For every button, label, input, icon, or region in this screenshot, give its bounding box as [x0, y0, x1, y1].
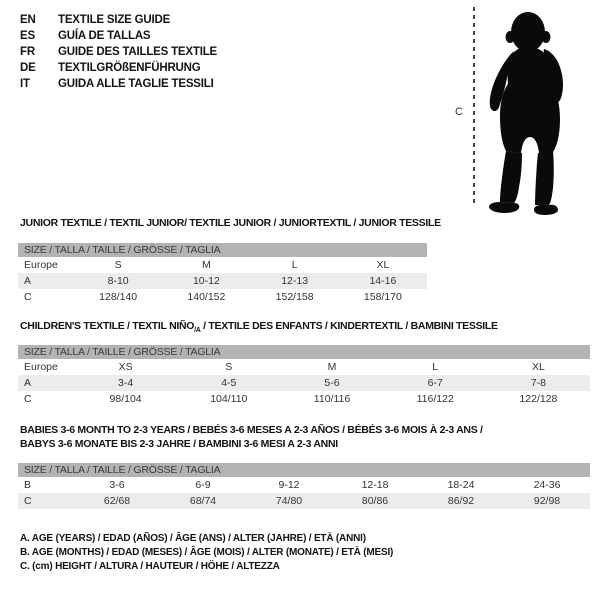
value-cell: 12-18	[361, 479, 389, 491]
row-label: Europe	[24, 259, 58, 271]
babies-title-line-1: BABIES 3-6 MONTH TO 2-3 YEARS / BEBÉS 3-6 MESES A 2-3 AÑOS / BÉBÉS 3-6 MOIS À 2-3 ANS /	[20, 424, 483, 436]
value-cell: 92/98	[533, 495, 561, 507]
table-row-age-months	[18, 477, 590, 493]
value-cell: 116/122	[416, 393, 454, 405]
value-cell: 98/104	[109, 393, 142, 405]
row-label: Europe	[24, 361, 58, 373]
children-size-table	[18, 345, 590, 407]
height-measure-dashed-line	[473, 7, 475, 207]
size-cell: L	[432, 361, 439, 373]
value-cell: 140/152	[187, 291, 226, 303]
table-row-europe	[18, 359, 590, 375]
baby-height-figure	[450, 0, 600, 220]
value-cell: 80/86	[361, 495, 389, 507]
children-size-header-bar: SIZE / TALLA / TAILLE / GRÖSSE / TAGLIA	[18, 345, 590, 359]
language-title: GUÍA DE TALLAS	[58, 30, 151, 42]
babies-size-header-bar: SIZE / TALLA / TAILLE / GRÖSSE / TAGLIA	[18, 463, 590, 477]
language-row-de	[20, 60, 217, 76]
size-cell: L	[291, 259, 298, 271]
row-label: B	[24, 479, 32, 491]
row-label: A	[24, 377, 32, 389]
value-cell: 110/116	[313, 393, 351, 405]
row-label: A	[24, 275, 32, 287]
row-label: C	[24, 495, 32, 507]
size-cell: M	[202, 259, 211, 271]
language-code: ES	[20, 30, 35, 42]
language-title: TEXTILGRÖßENFÜHRUNG	[58, 62, 201, 74]
language-title: GUIDA ALLE TAGLIE TESSILI	[58, 78, 214, 90]
table-row-height	[18, 391, 590, 407]
babies-size-table	[18, 463, 590, 509]
language-row-fr	[20, 44, 217, 60]
babies-title-line-2: BABYS 3-6 MONATE BIS 2-3 JAHRE / BAMBINI 3-6 MESI A 2-3 ANNI	[20, 438, 338, 450]
size-cell: S	[114, 259, 122, 271]
value-cell: 5-6	[324, 377, 340, 389]
table-row-europe	[18, 257, 427, 273]
measurement-legend	[20, 533, 393, 575]
value-cell: 158/170	[363, 291, 402, 303]
size-cell: M	[327, 361, 337, 373]
value-cell: 68/74	[189, 495, 217, 507]
value-cell: 8-10	[107, 275, 129, 287]
value-cell: 104/110	[210, 393, 248, 405]
language-code: EN	[20, 14, 36, 26]
table-row-height	[18, 289, 427, 305]
value-cell: 9-12	[278, 479, 300, 491]
baby-silhouette-icon	[480, 5, 580, 217]
size-cell: S	[225, 361, 233, 373]
language-row-it	[20, 76, 217, 92]
value-cell: 7-8	[530, 377, 546, 389]
legend-line-c: C. (cm) HEIGHT / ALTURA / HAUTEUR / HÖHE / ALTEZZA	[20, 561, 280, 572]
language-title: TEXTILE SIZE GUIDE	[58, 14, 171, 26]
value-cell: 18-24	[447, 479, 475, 491]
size-cell: XL	[376, 259, 390, 271]
value-cell: 10-12	[192, 275, 220, 287]
value-cell: 86/92	[447, 495, 475, 507]
children-title-pre: CHILDREN'S TEXTILE / TEXTIL NIÑO	[20, 320, 195, 332]
row-label: C	[24, 291, 32, 303]
table-row-age	[18, 273, 427, 289]
children-title-post: / TEXTILE DES ENFANTS / KINDERTEXTIL / BAMBINI TESSILE	[200, 320, 498, 332]
junior-size-table	[18, 243, 427, 305]
language-code: IT	[20, 78, 30, 90]
height-measure-label: C	[455, 106, 463, 118]
children-section-title	[20, 319, 498, 338]
value-cell: 74/80	[275, 495, 303, 507]
table-row-age	[18, 375, 590, 391]
value-cell: 128/140	[99, 291, 138, 303]
size-cell: XL	[531, 361, 545, 373]
legend-line-b: B. AGE (MONTHS) / EDAD (MESES) / ÂGE (MOIS) / ALTER (MONATE) / ETÀ (MESI)	[20, 547, 394, 558]
language-row-en	[20, 12, 217, 28]
language-row-es	[20, 28, 217, 44]
legend-line-a: A. AGE (YEARS) / EDAD (AÑOS) / ÂGE (ANS) / ALTER (JAHRE) / ETÀ (ANNI)	[20, 533, 366, 544]
language-title-list	[20, 12, 217, 92]
value-cell: 6-7	[427, 377, 443, 389]
value-cell: 62/68	[103, 495, 131, 507]
language-code: FR	[20, 46, 35, 58]
value-cell: 14-16	[369, 275, 397, 287]
value-cell: 4-5	[221, 377, 237, 389]
value-cell: 12-13	[281, 275, 309, 287]
value-cell: 3-6	[109, 479, 125, 491]
value-cell: 122/128	[519, 393, 558, 405]
language-code: DE	[20, 62, 36, 74]
value-cell: 24-36	[533, 479, 561, 491]
size-cell: XS	[118, 361, 133, 373]
value-cell: 3-4	[118, 377, 134, 389]
language-title: GUIDE DES TAILLES TEXTILE	[58, 46, 217, 58]
value-cell: 152/158	[275, 291, 314, 303]
junior-size-header-bar: SIZE / TALLA / TAILLE / GRÖSSE / TAGLIA	[18, 243, 427, 257]
value-cell: 6-9	[195, 479, 211, 491]
junior-section-title: JUNIOR TEXTILE / TEXTIL JUNIOR/ TEXTILE JUNIOR / JUNIORTEXTIL / JUNIOR TESSILE	[20, 217, 441, 229]
row-label: C	[24, 393, 32, 405]
table-row-height	[18, 493, 590, 509]
children-title-sub: /A	[194, 327, 201, 335]
babies-section-title	[20, 423, 483, 451]
